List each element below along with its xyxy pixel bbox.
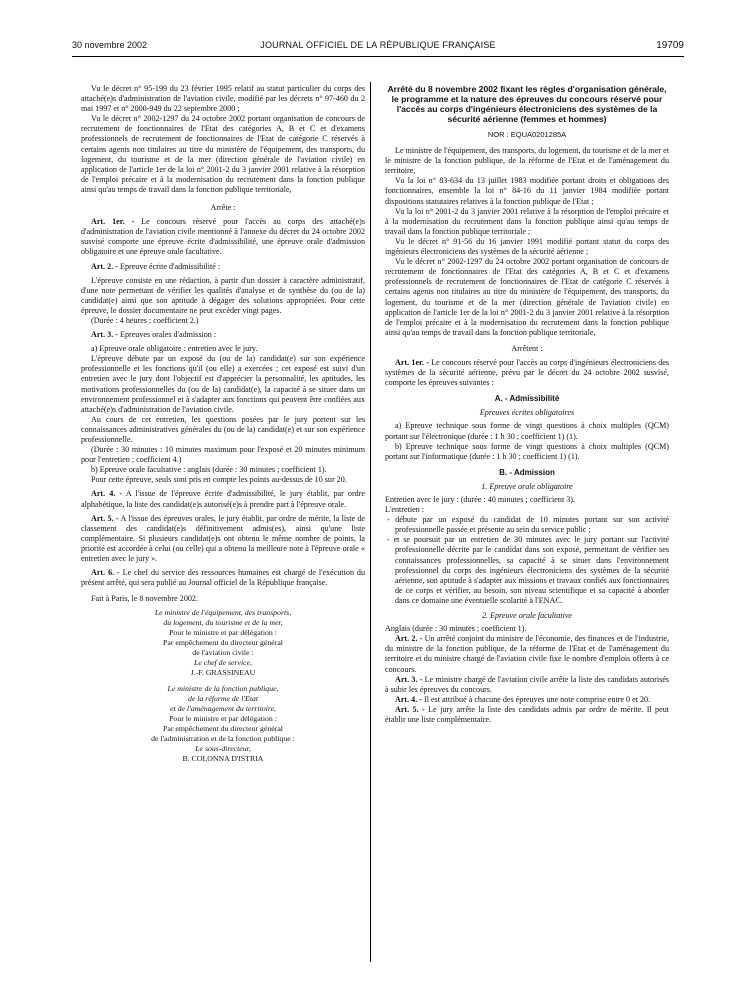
article-1 <box>81 217 365 257</box>
fait-a-paris: Fait à Paris, le 8 novembre 2002. <box>91 594 198 604</box>
article-6 <box>81 568 365 588</box>
article-text: Il est attribué à chacune des épreuves une note comprise entre 0 et 20. <box>424 694 651 704</box>
paragraph: a) Epreuve technique sous forme de vingt questions à choix multiples (QCM) portant sur l'électronique (durée : 1 h 30 ; coefficient 1) (1). <box>385 421 669 441</box>
article-label: Art. 4. - <box>395 694 422 704</box>
article-4 <box>385 695 669 705</box>
header-date: 30 novembre 2002 <box>72 40 148 50</box>
section-b-subheading-1: 1. Epreuve orale obligatoire <box>481 481 573 491</box>
article-label: Art. 5. - <box>91 513 119 523</box>
paragraph: (Durée : 30 minutes : 10 minutes maximum pour l'exposé et 20 minutes minimum pour l'entretien ; coefficient 4.) <box>81 445 365 465</box>
article-text: Epreuve écrite d'admissibilité : <box>120 261 221 271</box>
signature-line: de la réforme de l'Etat <box>187 694 259 704</box>
column-divider <box>370 82 371 962</box>
article-2 <box>385 634 669 674</box>
article-text: Le jury arrête la liste des candidats admis par ordre de mérite. Il peut établir une liste complémentaire. <box>385 704 669 724</box>
header-rule <box>72 56 684 57</box>
article-label: Art. 1er. - <box>91 217 135 227</box>
paragraph: (Durée : 4 heures ; coefficient 2.) <box>91 315 199 325</box>
article-text: Le chef du service des ressources humaines est chargé de l'exécution du présent arrêté, qui sera publié au Journal officiel de la République française. <box>81 568 365 588</box>
paragraph: a) Epreuve orale obligatoire : entretien avec le jury. <box>91 344 258 354</box>
article-1 <box>385 358 669 388</box>
signature-line: et de l'aménagement du territoire, <box>170 704 276 714</box>
signature-line: Pour le ministre et par délégation : <box>169 628 277 638</box>
article-text: Le ministre chargé de l'aviation civile arrête la liste des candidats autorisés à subir les épreuves du concours. <box>385 674 670 694</box>
signature-line: de l'administration et de la fonction publique : <box>151 734 295 744</box>
paragraph: L'entretien : <box>385 505 424 515</box>
signature-line: Par empêchement du directeur général <box>163 724 283 734</box>
page-number: 19709 <box>656 40 684 51</box>
article-text: Le concours réservé pour l'accès au corps des attaché(e)s d'administration de l'aviation civile mentionné à l'annexe du décret du 24 octobre 2002 susvisé comporte une épreuve écrite d'admissibilité, une épreuve orale d'admission obligatoire et une épreuve orale facultative. <box>81 217 365 257</box>
journal-title: JOURNAL OFFICIEL DE LA RÉPUBLIQUE FRANÇAISE <box>260 40 496 50</box>
signature-name: J.-F. GRASSINEAU <box>190 668 256 678</box>
signature-block-2 <box>81 684 365 764</box>
article-label: Art. 6. - <box>91 568 120 578</box>
nor-reference: NOR : EQUA0201285A <box>487 130 567 139</box>
vu-decret-95-199: Vu le décret n° 95-199 du 23 février 1995 relatif au statut particulier du corps des attaché(e)s d'administration de l'aviation civile, modifié par les décrets n° 97-460 du 2 mai 1997 et n° 2000-949 du 22 septembre 2000 ; <box>81 84 365 114</box>
signature-line: Le sous-directeur, <box>195 744 251 754</box>
signature-line: du logement, du tourisme et de la mer, <box>163 618 283 628</box>
article-label: Art. 1er. - <box>395 357 429 367</box>
section-a-subheading: Epreuves écrites obligatoires <box>479 408 575 418</box>
arrete-title: Arrêté du 8 novembre 2002 fixant les règles d'organisation générale, le programme et la nature des épreuves du concours réservé pour l'accès au corps d'ingénieurs électroniciens des systèmes de la sécurité aérienne (femmes et hommes) <box>387 84 667 124</box>
article-4 <box>81 489 365 509</box>
article-label: Art. 3. - <box>91 330 118 340</box>
paragraph: Vu la loi n° 83-634 du 13 juillet 1983 modifiée portant droits et obligations des fonctionnaires, ensemble la loi n° 84-16 du 11 janvier 1984 modifiée portant dispositions statutaires relatives à la fonction publique de l'Etat ; <box>385 176 669 206</box>
dash-item: - débute par un exposé du candidat de 10 minutes portant sur son activité professionnelle passée et présente au sein du service public ; <box>387 515 669 535</box>
signature-line: Le ministre de l'équipement, des transports, <box>154 608 292 618</box>
page-header <box>72 40 684 54</box>
article-label: Art. 2. - <box>395 634 423 644</box>
article-text: A l'issue des épreuves orales, le jury établit, par ordre de mérite, la liste de classement des candidat(e)s définitivement admis(es), ainsi qu'une liste complémentaire. Si plusieurs candidat(e)s ont obtenu le même nombre de points, la priorité est accordée à celui (ou celle) qui a obtenu la meilleure note à l'épreuve orale « entretien avec le jury ». <box>81 513 366 564</box>
paragraph: Anglais (durée : 30 minutes ; coefficient 1). <box>385 624 527 634</box>
section-a-heading: A. - Admissibilité <box>494 394 560 404</box>
dash-item: - et se poursuit par un entretien de 30 minutes avec le jury portant sur l'activité professionnelle décrite par le candidat dans son exposé, permettant de vérifier ses connaissances professionnelles, sa capacité à se situer dans l'environnement professionnel du corps des ingénieurs électroniciens des systèmes de la sécurité aérienne, son aptitude à s'adapter aux missions et travaux confiés aux fonctionnaires de ce corps et vérifier, au besoin, son niveau scientifique et sa capacité à aborder dans ce domaine une éventuelle scolarité à l'ENAC. <box>387 535 669 605</box>
article-label: Art. 5. - <box>395 704 425 714</box>
left-column <box>81 84 365 764</box>
paragraph: Entretien avec le jury : (durée : 40 minutes ; coefficient 3). <box>385 495 575 504</box>
article-2 <box>81 262 365 272</box>
paragraph: b) Epreuve technique sous forme de vingt questions à choix multiples (QCM) portant sur l'informatique (durée : 1 h 30 ; coefficient 1) (1). <box>385 441 669 461</box>
article-text: A l'issue de l'épreuve écrite d'admissibilité, le jury établit, par ordre alphabétique, la liste des candidat(e)s autorisé(e)s à prendre part à l'épreuve orale. <box>81 489 366 509</box>
signature-line: Par empêchement du directeur général <box>163 638 283 648</box>
article-text: Epreuves orales d'admission : <box>120 330 217 340</box>
article-label: Art. 3. - <box>395 674 423 684</box>
section-b-heading: B. - Admission <box>499 467 555 477</box>
article-label: Art. 2. - <box>91 261 118 271</box>
article-5 <box>81 514 365 564</box>
article-3 <box>385 675 669 695</box>
paragraph: Pour cette épreuve, seuls sont pris en compte les points au-dessus de 10 sur 20. <box>91 475 347 485</box>
signature-line: Le ministre de la fonction publique, <box>167 684 279 694</box>
article-3 <box>81 330 365 340</box>
arretent-heading: Arrêtent : <box>511 343 543 353</box>
paragraph: Vu le décret n° 2002-1297 du 24 octobre 2002 portant organisation de concours de recrutement de fonctionnaires de l'Etat des catégories A, B et C et d'examens professionnels de recrutement de fonctionnaires de l'Etat de catégorie C réservés à certains agents non titulaires au titre du ministère de l'équipement, des transports, du logement, du tourisme et de la mer (direction générale de l'aviation civile) en application de l'article 1er de la loi n° 2001-2 du 3 janvier 2001 relative à la résorption de l'emploi précaire et à la modernisation du recrutement dans la fonction publique ainsi qu'au temps de travail dans la fonction publique territoriale, <box>385 257 669 337</box>
article-5 <box>385 705 669 725</box>
article-label: Art. 4. - <box>91 489 123 499</box>
paragraph: b) Epreuve orale facultative : anglais (durée : 30 minutes ; coefficient 1). <box>91 465 327 475</box>
paragraph: Vu la loi n° 2001-2 du 3 janvier 2001 relative à la résorption de l'emploi précaire et à la modernisation du recrutement dans la fonction publique ainsi qu'au temps de travail dans la fonction publique territoriale ; <box>385 206 669 236</box>
section-b-subheading-2: 2. Epreuve orale facultative <box>481 611 573 621</box>
paragraph: Au cours de cet entretien, les questions posées par le jury portent sur les connaissances administratives générales du (ou de la) candidat(e) et sur son expérience professionnelle. <box>81 414 365 444</box>
signature-block-1 <box>81 608 365 678</box>
signature-name: B. COLONNA D'ISTRIA <box>182 754 264 764</box>
vu-decret-2002-1297: Vu le décret n° 2002-1297 du 24 octobre 2002 portant organisation de concours de recrutement de fonctionnaires de l'Etat des catégories A, B et C et d'examens professionnels de recrutement de fonctionnaires de l'Etat de catégorie C réservés à certains agents non titulaires au titre du ministère de l'équipement, des transports, du logement, du tourisme et de la mer (direction générale de l'aviation civile) en application de l'article 1er de la loi n° 2001-2 du 3 janvier 2001 relative à la résorption de l'emploi précaire et à la modernisation du recrutement dans la fonction publique ainsi qu'au temps de travail dans la fonction publique territoriale, <box>81 114 365 194</box>
arrete-heading: Arrête : <box>210 203 236 213</box>
article-text: Un arrêté conjoint du ministre de l'économie, des finances et de l'industrie, du ministre de la fonction publique, de la réforme de l'Etat et de l'aménagement du territoire et du ministre chargé de l'aviation civile fixe le nombre d'emplois offerts à ce concours. <box>385 634 669 674</box>
signature-line: de l'aviation civile : <box>192 648 254 658</box>
paragraph: L'épreuve consiste en une rédaction, à partir d'un dossier à caractère administratif, d'une note permettant de vérifier les qualités d'analyse et de synthèse du (ou de la) candidat(e) ainsi que son aptitude à dégager des solutions appropriées. Pour cette épreuve, le dossier documentaire ne peut excéder vingt pages. <box>81 275 365 315</box>
signature-line: Pour le ministre et par délégation : <box>169 714 277 724</box>
right-column <box>385 84 669 725</box>
paragraph: L'épreuve débute par un exposé du (ou de la) candidat(e) sur son expérience professionnelle et les fonctions qu'il (ou elle) a exercées ; cet exposé est suivi d'un entretien avec le jury dont l'objectif est d'apprécier la personnalité, les aptitudes, les motivations professionnelles du (ou de la) candidat(e), la capacité à se situer dans un environnement professionnel et à s'adapter aux fonctions qui peuvent être confiées aux attaché(e)s d'administration de l'aviation civile. <box>81 354 365 414</box>
paragraph: Le ministre de l'équipement, des transports, du logement, du tourisme et de la mer et le ministre de la fonction publique, de la réforme de l'Etat et de l'aménagement du territoire, <box>385 146 669 176</box>
article-text: Le concours réservé pour l'accès au corps d'ingénieurs électroniciens des systèmes de la sécurité aérienne, prévu par le décret du 24 octobre 2002 susvisé, comporte les épreuves suivantes : <box>385 357 669 388</box>
signature-line: Le chef de service, <box>193 658 253 668</box>
paragraph: Vu le décret n° 91-56 du 16 janvier 1991 modifié portant statut du corps des ingénieurs électroniciens des systèmes de la sécurité aérienne ; <box>385 236 669 257</box>
